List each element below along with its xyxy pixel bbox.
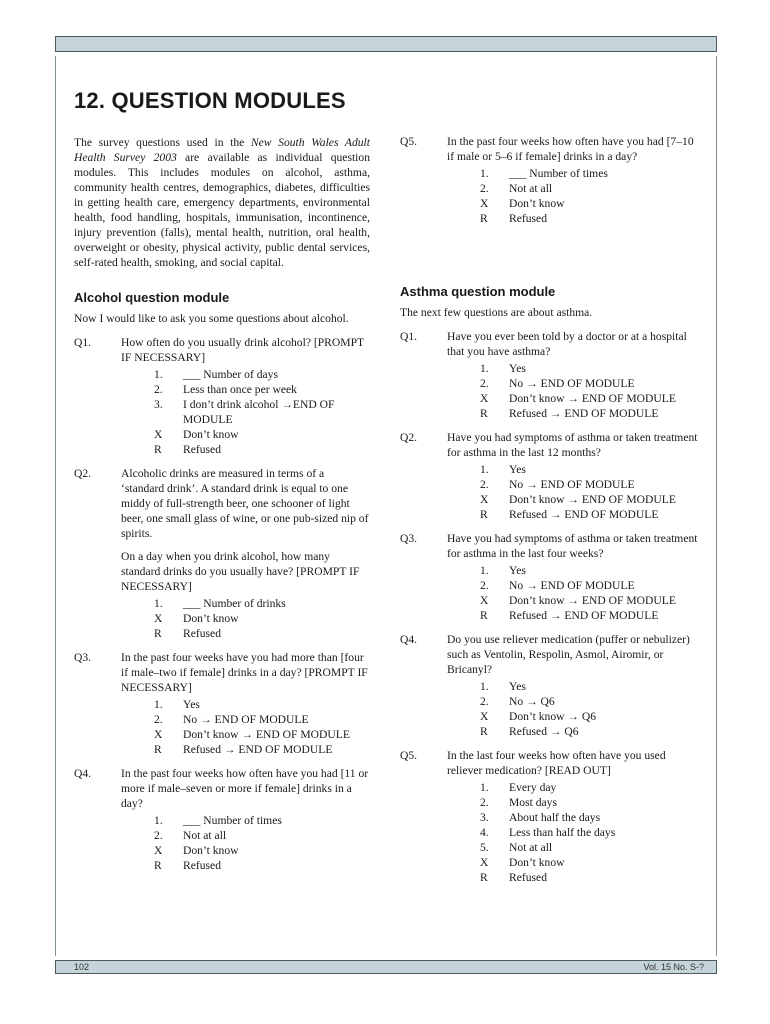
answer-code: 2.	[154, 383, 163, 396]
answer-label: Don’t know	[183, 612, 239, 625]
answer-code: 4.	[480, 826, 489, 839]
answer-option	[447, 462, 700, 477]
answer-option	[121, 843, 370, 858]
answer-code: 1.	[480, 680, 489, 693]
answer-label: Refused → END OF MODULE	[509, 407, 659, 420]
answer-label: Yes	[509, 362, 526, 375]
answer-option	[121, 813, 370, 828]
footer-band	[55, 960, 717, 974]
question-number: Q1.	[74, 336, 92, 349]
question-text: Do you use reliever medication (puffer or nebulizer) such as Ventolin, Respolin, Asmol, Airomir, or Bricanyl?	[447, 633, 690, 676]
intro-paragraph	[74, 135, 370, 270]
question-item	[74, 466, 370, 641]
answer-label: Less than half the days	[509, 826, 616, 839]
answer-option	[447, 840, 700, 855]
answer-option	[121, 382, 370, 397]
answer-option	[447, 795, 700, 810]
answer-code: 2.	[480, 695, 489, 708]
question-text: In the past four weeks have you had more than [four if male–two if female] drinks in a day? [PROMPT IF NECESSARY]	[121, 651, 368, 694]
answer-label: No → END OF MODULE	[183, 713, 309, 726]
answer-options	[447, 462, 700, 522]
answer-label: Yes	[509, 463, 526, 476]
header-band	[55, 36, 717, 52]
question-number: Q3.	[74, 651, 92, 664]
question-item	[400, 748, 700, 885]
answer-option	[447, 870, 700, 885]
answer-code: 2.	[480, 579, 489, 592]
answer-options	[447, 780, 700, 885]
answer-label: ___ Number of times	[183, 814, 282, 827]
answer-option	[121, 858, 370, 873]
answer-code: 5.	[480, 841, 489, 854]
answer-code: R	[480, 609, 488, 622]
answer-options	[121, 813, 370, 873]
answer-option	[121, 367, 370, 382]
answer-code: R	[480, 725, 488, 738]
answer-options	[121, 697, 370, 757]
answer-code: 1.	[480, 463, 489, 476]
answer-code: 1.	[154, 698, 163, 711]
answer-code: 2.	[154, 713, 163, 726]
answer-option	[447, 477, 700, 492]
question-number: Q4.	[74, 767, 92, 780]
question-text: Have you had symptoms of asthma or taken treatment for asthma in the last 12 months?	[447, 431, 698, 459]
question-item	[400, 531, 700, 623]
question-body	[121, 335, 370, 457]
asthma-heading: Asthma question module	[400, 284, 556, 299]
answer-label: No → END OF MODULE	[509, 579, 635, 592]
answer-code: R	[480, 212, 488, 225]
answer-option	[447, 492, 700, 507]
question-text: Alcoholic drinks are measured in terms of a ‘standard drink’. A standard drink is equal to one middy of full-strength beer, one schooner of light beer, one small glass of wine, or one pub-sized nip of spirits.	[121, 467, 369, 540]
answer-label: ___ Number of drinks	[183, 597, 286, 610]
question-body	[447, 329, 700, 421]
alcohol-intro: Now I would like to ask you some questions about alcohol.	[74, 312, 349, 325]
intro-text-2: are available as individual question modules. This includes modules on alcohol, asthma, community health centres, demographics, diabetes, difficulties in getting health care, emergency departments, environmental health, food handling, hospitals, immunisation, incontinence, injury prevention (falls), mental health, nutrition, oral health, overweight or obesity, physical activity, public dental services, self-rated health, smoking, and social capital.	[74, 151, 370, 269]
answer-label: ___ Number of times	[509, 167, 608, 180]
answer-option	[447, 376, 700, 391]
answer-label: Refused → END OF MODULE	[509, 508, 659, 521]
answer-label: ___ Number of days	[183, 368, 278, 381]
question-item	[74, 650, 370, 757]
answer-code: 2.	[480, 377, 489, 390]
answer-option	[447, 810, 700, 825]
answer-label: Don’t know	[509, 856, 565, 869]
answer-code: 2.	[154, 829, 163, 842]
answer-code: 1.	[154, 368, 163, 381]
question-body	[447, 632, 700, 739]
question-text: In the last four weeks how often have you used reliever medication? [READ OUT]	[447, 749, 666, 777]
question-body	[447, 748, 700, 885]
answer-label: Yes	[509, 680, 526, 693]
question-body	[121, 466, 370, 641]
answer-code: X	[154, 428, 163, 441]
answer-option	[121, 828, 370, 843]
answer-code: X	[480, 493, 489, 506]
answer-label: Refused	[509, 871, 547, 884]
answer-option	[447, 593, 700, 608]
asthma-intro: The next few questions are about asthma.	[400, 306, 593, 319]
answer-label: Don’t know	[183, 844, 239, 857]
right-column	[400, 134, 700, 885]
question-number: Q1.	[400, 330, 418, 343]
question-body	[447, 430, 700, 522]
answer-option	[447, 724, 700, 739]
answer-code: 1.	[480, 781, 489, 794]
answer-options	[447, 563, 700, 623]
answer-option	[447, 507, 700, 522]
answer-label: Refused	[183, 443, 221, 456]
question-item	[400, 329, 700, 421]
answer-options	[121, 367, 370, 457]
answer-option	[121, 712, 370, 727]
question-text-continued: On a day when you drink alcohol, how many standard drinks do you usually have? [PROMPT IF NECESSARY]	[121, 550, 360, 593]
left-column	[74, 135, 370, 873]
answer-option	[121, 697, 370, 712]
answer-code: X	[154, 844, 163, 857]
answer-label: Not at all	[509, 182, 553, 195]
answer-code: X	[154, 728, 163, 741]
answer-label: Yes	[183, 698, 200, 711]
question-text: Have you ever been told by a doctor or at a hospital that you have asthma?	[447, 330, 687, 358]
answer-option	[121, 611, 370, 626]
intro-text-1: The survey questions used in the	[74, 136, 251, 149]
answer-code: X	[480, 197, 489, 210]
answer-option	[447, 679, 700, 694]
question-text: In the past four weeks how often have you had [11 or more if male–seven or more if female] drinks in a day?	[121, 767, 369, 810]
answer-code: R	[154, 859, 162, 872]
answer-code: 2.	[480, 796, 489, 809]
answer-option	[447, 855, 700, 870]
answer-code: 1.	[154, 597, 163, 610]
answer-option	[447, 406, 700, 421]
alcohol-heading: Alcohol question module	[74, 290, 230, 305]
answer-code: X	[480, 856, 489, 869]
answer-label: Don’t know	[509, 197, 565, 210]
question-text: Have you had symptoms of asthma or taken treatment for asthma in the last four weeks?	[447, 532, 698, 560]
answer-label: Don’t know → Q6	[509, 710, 597, 723]
answer-option	[447, 196, 700, 211]
answer-label: Less than once per week	[183, 383, 297, 396]
answer-option	[121, 742, 370, 757]
answer-option	[121, 442, 370, 457]
answer-code: R	[154, 627, 162, 640]
answer-code: 2.	[480, 182, 489, 195]
answer-option	[121, 626, 370, 641]
question-number: Q3.	[400, 532, 418, 545]
question-item	[400, 134, 700, 226]
alcohol-questions-continued	[400, 134, 700, 226]
answer-code: 1.	[480, 167, 489, 180]
answer-code: X	[480, 710, 489, 723]
answer-code: R	[154, 443, 162, 456]
answer-code: X	[480, 392, 489, 405]
answer-label: Not at all	[183, 829, 227, 842]
answer-label: Refused	[183, 859, 221, 872]
question-body	[447, 531, 700, 623]
question-item	[74, 335, 370, 457]
answer-code: R	[480, 407, 488, 420]
answer-label: I don’t drink alcohol →END OF MODULE	[183, 398, 335, 426]
answer-label: Don’t know → END OF MODULE	[509, 594, 676, 607]
question-body	[447, 134, 700, 226]
answer-option	[447, 166, 700, 181]
question-number: Q2.	[74, 467, 92, 480]
question-body	[121, 766, 370, 873]
question-item	[400, 632, 700, 739]
answer-label: Refused → Q6	[509, 725, 579, 738]
survey-name: New South Wales Adult Health Survey 2003	[74, 136, 370, 164]
answer-code: 1.	[480, 362, 489, 375]
answer-label: No → END OF MODULE	[509, 377, 635, 390]
answer-option	[447, 361, 700, 376]
answer-options	[447, 361, 700, 421]
answer-option	[447, 825, 700, 840]
answer-option	[447, 391, 700, 406]
answer-label: Most days	[509, 796, 557, 809]
answer-option	[447, 181, 700, 196]
answer-code: 1.	[154, 814, 163, 827]
answer-option	[447, 780, 700, 795]
answer-label: Not at all	[509, 841, 553, 854]
answer-option	[447, 578, 700, 593]
answer-option	[447, 563, 700, 578]
answer-option	[121, 427, 370, 442]
answer-code: R	[480, 508, 488, 521]
answer-label: About half the days	[509, 811, 601, 824]
answer-label: No → Q6	[509, 695, 555, 708]
answer-label: Refused → END OF MODULE	[183, 743, 333, 756]
question-number: Q4.	[400, 633, 418, 646]
answer-label: Yes	[509, 564, 526, 577]
answer-code: R	[480, 871, 488, 884]
answer-label: Don’t know → END OF MODULE	[509, 493, 676, 506]
answer-option	[121, 596, 370, 611]
answer-option	[447, 608, 700, 623]
answer-code: 3.	[154, 398, 163, 411]
answer-option	[447, 694, 700, 709]
answer-code: 1.	[480, 564, 489, 577]
question-body	[121, 650, 370, 757]
answer-code: X	[480, 594, 489, 607]
answer-label: Don’t know	[183, 428, 239, 441]
question-text: In the past four weeks how often have you had [7–10 if male or 5–6 if female] drinks in a day?	[447, 135, 694, 163]
alcohol-questions	[74, 335, 370, 873]
question-text: How often do you usually drink alcohol? [PROMPT IF NECESSARY]	[121, 336, 364, 364]
answer-code: 2.	[480, 478, 489, 491]
answer-option	[121, 397, 370, 427]
page-title: 12. QUESTION MODULES	[74, 88, 346, 113]
answer-options	[447, 166, 700, 226]
question-number: Q2.	[400, 431, 418, 444]
answer-label: Refused	[509, 212, 547, 225]
answer-label: Refused	[183, 627, 221, 640]
answer-option	[447, 211, 700, 226]
answer-options	[447, 679, 700, 739]
answer-option	[447, 709, 700, 724]
answer-label: Don’t know → END OF MODULE	[509, 392, 676, 405]
question-item	[400, 430, 700, 522]
page-number: 102	[74, 962, 90, 972]
answer-label: Refused → END OF MODULE	[509, 609, 659, 622]
answer-code: R	[154, 743, 162, 756]
answer-option	[121, 727, 370, 742]
volume-label: Vol. 15 No. S-?	[643, 962, 704, 972]
answer-label: Every day	[509, 781, 557, 794]
question-item	[74, 766, 370, 873]
answer-label: No → END OF MODULE	[509, 478, 635, 491]
answer-options	[121, 596, 370, 641]
question-number: Q5.	[400, 135, 418, 148]
answer-code: X	[154, 612, 163, 625]
asthma-questions	[400, 329, 700, 885]
answer-label: Don’t know → END OF MODULE	[183, 728, 350, 741]
question-number: Q5.	[400, 749, 418, 762]
answer-code: 3.	[480, 811, 489, 824]
